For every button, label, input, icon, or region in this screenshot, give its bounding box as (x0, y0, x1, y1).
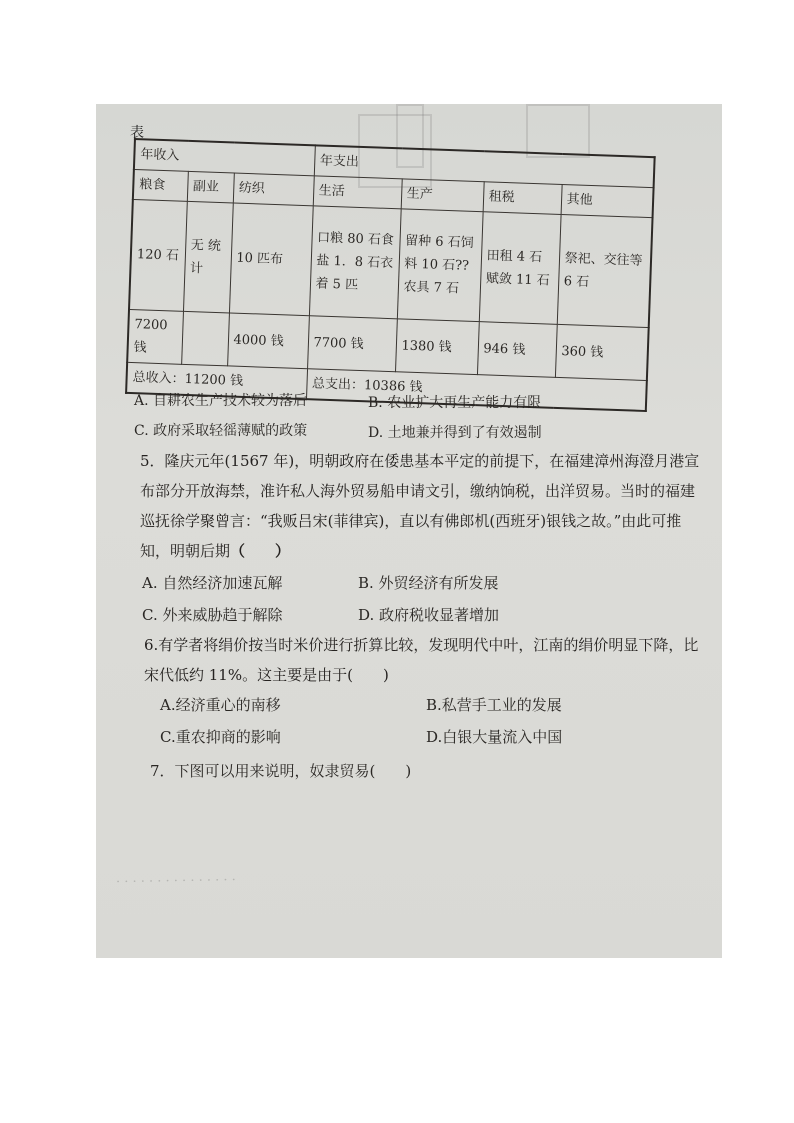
option-a: A. 自耕农生产技术较为落后 (134, 393, 308, 409)
column-header: 生产 (401, 179, 484, 212)
column-header: 纺织 (233, 173, 314, 206)
table-cell: 946 钱 (477, 322, 557, 378)
question-stem: 6.有学者将绢价按当时米价进行折算比较，发现明代中叶，江南的绢价明显下降，比宋代低约 11%。这主要是由于( ) (144, 636, 699, 684)
table-cell: 田租 4 石赋敛 11 石 (479, 212, 561, 325)
column-header: 租税 (483, 182, 562, 215)
option-d: D. 土地兼并得到了有效遏制 (368, 425, 542, 441)
option-d: D.白银大量流入中国 (426, 728, 563, 746)
question-5 (140, 446, 706, 566)
column-header: 其他 (561, 184, 654, 217)
option-a: A. 自然经济加速瓦解 (142, 574, 283, 592)
bleed-through-text: · · · · · · · · · · · · · · · (115, 872, 236, 891)
table-cell: 7700 钱 (307, 316, 397, 372)
option-b: B.私营手工业的发展 (426, 696, 562, 714)
table-cell: 10 匹布 (229, 203, 313, 316)
table-cell: 4000 钱 (227, 313, 309, 369)
column-header: 副业 (187, 171, 234, 203)
option-c: C.重农抑商的影响 (160, 728, 281, 746)
table-cell: 120 石 (129, 199, 187, 311)
option-c: C. 外来威胁趋于解除 (142, 606, 283, 624)
option-b: B. 外贸经济有所发展 (358, 574, 499, 592)
table-cell: 祭祀、交往等 6 石 (557, 214, 653, 327)
expense-header: 年支出 (314, 145, 655, 187)
table-cell: 留种 6 石饲 料 10 石??农具 7 石 (397, 209, 483, 322)
table-cell: 1380 钱 (395, 319, 479, 375)
table-label: 表 (130, 125, 144, 141)
total-expense: 总支出：10386 钱 (306, 369, 647, 411)
bleed-through-shape (526, 104, 590, 158)
document-photo (96, 104, 722, 958)
option-a: A.经济重心的南移 (160, 696, 281, 714)
answer-paren: （ ） (230, 542, 291, 560)
question-7: 7．下图可以用来说明，奴隶贸易( ) (150, 762, 412, 780)
option-c: C. 政府采取轻徭薄赋的政策 (134, 423, 308, 439)
option-d: D. 政府税收显著增加 (358, 606, 500, 624)
table-cell (181, 311, 229, 366)
table-cell: 7200 钱 (127, 309, 183, 364)
total-income: 总收入：11200 钱 (126, 362, 307, 399)
column-header: 粮食 (133, 170, 188, 202)
table-cell: 360 钱 (555, 324, 649, 380)
table-cell: 口粮 80 石食盐 1．8 石衣着 5 匹 (309, 206, 401, 319)
option-b: B. 农业扩大再生产能力有限 (368, 395, 542, 411)
income-header: 年收入 (134, 139, 315, 176)
question-6 (144, 630, 710, 690)
income-expense-table (125, 138, 654, 412)
column-header: 生活 (313, 176, 402, 209)
table-cell: 无 统 计 (183, 201, 233, 313)
question-stem: 5．隆庆元年(1567 年)，明朝政府在倭患基本平定的前提下，在福建漳州海澄月港宣布部分开放海禁，准许私人海外贸易船申请文引，缴纳饷税，出洋贸易。当时的福建巡抚徐学聚曾言：“我贩吕宋(菲律宾)，直以有佛郎机(西班牙)银钱之故。”由此可推知，明朝后期 (140, 452, 700, 560)
